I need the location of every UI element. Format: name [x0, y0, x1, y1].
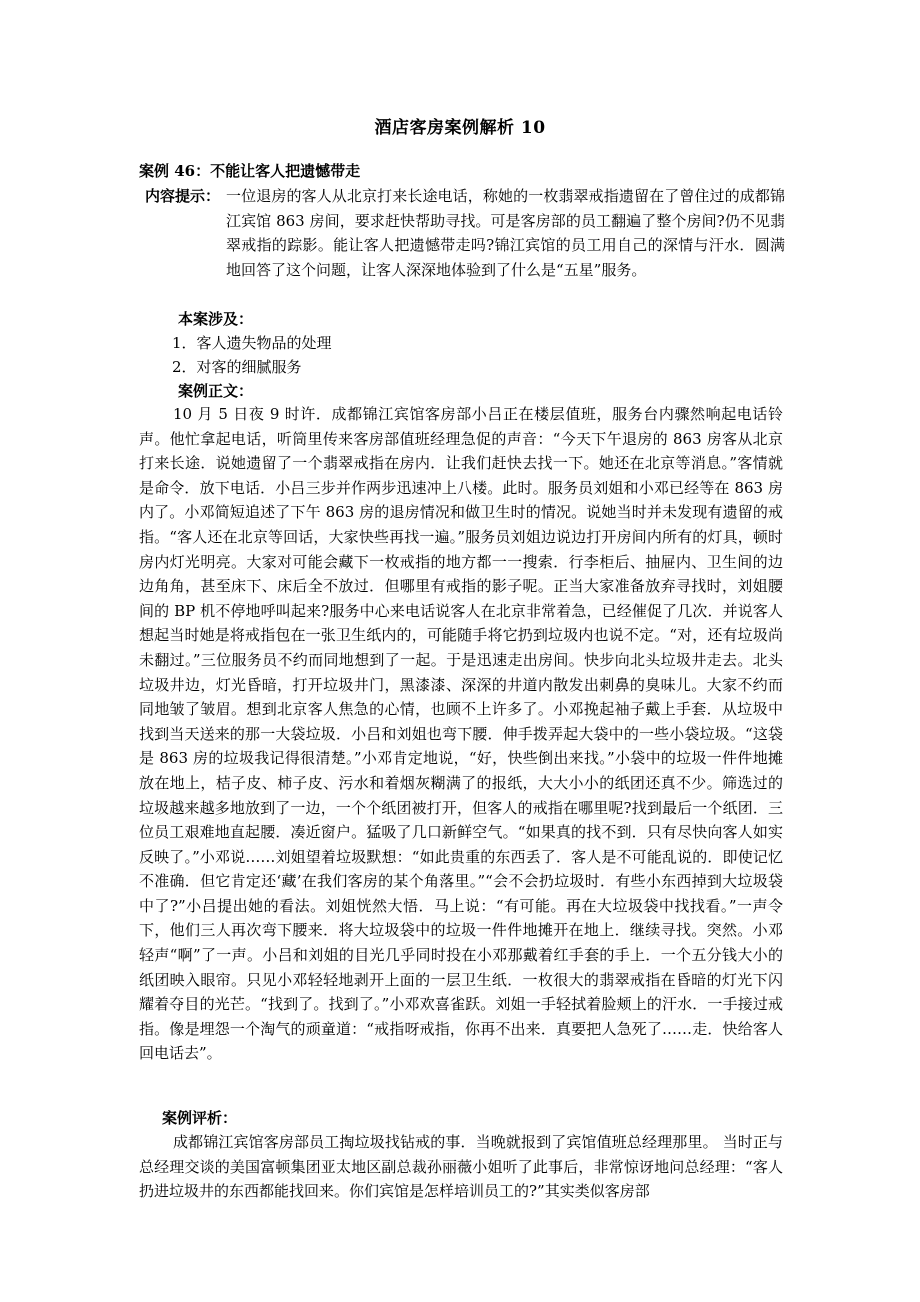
analysis-label: 案例评析：: [162, 1109, 238, 1127]
summary-text: 一位退房的客人从北京打来长途电话，称她的一枚翡翠戒指遗留在了曾住过的成都锦江宾馆 863 房间，要求赶快帮助寻找。可是客房部的员工翻遍了整个房间?仍不见翡翠戒指的踪影。能让客人把遗憾带走吗?锦江宾馆的员工用自己的深情与汗水．圆满地回答了这个问题，让客人深深地体验到了什么是“五星”服务。: [226, 187, 785, 279]
summary-block: [145, 184, 785, 282]
involves-item-2: 2．对客的细腻服务: [172, 358, 302, 376]
involves-label: 本案涉及：: [178, 310, 254, 328]
main-paragraph: 10 月 5 日夜 9 时许．成都锦江宾馆客房部小吕正在楼层值班，服务台内骤然响起电话铃声。他忙拿起电话，听筒里传来客房部值班经理急促的声音：“今天下午退房的 863 房客从北京打来长途．说她遗留了一个翡翠戒指在房内．让我们赶快去找一下。她还在北京等消息。”客情就是命令．放下电话．小吕三步并作两步迅速冲上八楼。此时。服务员刘姐和小邓已经等在 863 房内了。小邓简短追述了下午 863 房的退房情况和做卫生时的情况。说她当时并未发现有遗留的戒指。“客人还在北京等回话，大家快些再找一遍。”服务员刘姐边说边打开房间内所有的灯具，顿时房内灯光明亮。大家对可能会藏下一枚戒指的地方都一一搜索．行李柜后、抽屉内、卫生间的边边角角，甚至床下、床后全不放过．但哪里有戒指的影子呢。正当大家准备放弃寻找时，刘姐腰间的 BP 机不停地呼叫起来?服务中心来电话说客人在北京非常着急，已经催促了几次．并说客人想起当时她是将戒指包在一张卫生纸内的，可能随手将它扔到垃圾内也说不定。“对，还有垃圾尚未翻过。”三位服务员不约而同地想到了一起。于是迅速走出房间。快步向北头垃圾井走去。北头垃圾井边，灯光昏暗，打开垃圾井门，黑漆漆、深深的井道内散发出刺鼻的臭味儿。大家不约而同地皱了皱眉。想到北京客人焦急的心情，也顾不上许多了。小邓挽起袖子戴上手套．从垃圾中找到当天送来的那一大袋垃圾．小吕和刘姐也弯下腰．伸手拨弄起大袋中的一些小袋垃圾。“这袋是 863 房的垃圾我记得很清楚。”小邓肯定地说，“好，快些倒出来找。”小袋中的垃圾一件件地摊放在地上，桔子皮、柿子皮、污水和着烟灰糊满了的报纸，大大小小的纸团还真不少。筛选过的垃圾越来越多地放到了一边，一个个纸团被打开，但客人的戒指在哪里呢?找到最后一个纸团．三位员工艰难地直起腰．凑近窗户。猛吸了几口新鲜空气。“如果真的找不到．只有尽快向客人如实反映了。”小邓说……刘姐望着垃圾默想：“如此贵重的东西丢了．客人是不可能乱说的．即使记忆不准确．但它肯定还‘藏’在我们客房的某个角落里。”“会不会扔垃圾时．有些小东西掉到大垃圾袋中了?”小吕提出她的看法。刘姐恍然大悟．马上说：“有可能。再在大垃圾袋中找找看。”一声令下，他们三人再次弯下腰来．将大垃圾袋中的垃圾一件件地摊开在地上．继续寻找。突然。小邓轻声“啊”了一声。小吕和刘姐的目光几乎同时投在小邓那戴着红手套的手上．一个五分钱大小的纸团映入眼帘。只见小邓轻轻地剥开上面的一层卫生纸．一枚很大的翡翠戒指在昏暗的灯光下闪耀着夺目的光芒。“找到了。找到了。”小邓欢喜雀跃。刘姐一手轻拭着脸颊上的汗水．一手接过戒指。像是埋怨一个淘气的顽童道：“戒指呀戒指，你再不出来．真要把人急死了……走．快给客人回电话去”。: [139, 405, 783, 1063]
case-heading: 案例 46：不能让客人把遗憾带走: [139, 162, 361, 180]
document-title: 酒店客房案例解析 10: [374, 118, 546, 138]
main-body-text: [139, 402, 783, 1066]
analysis-body-text: [139, 1130, 783, 1204]
summary-label: 内容提示：: [145, 187, 221, 205]
involves-item-1: 1．客人遗失物品的处理: [172, 334, 332, 352]
main-label: 案例正文：: [178, 382, 254, 400]
analysis-paragraph: 成都锦江宾馆客房部员工掏垃圾找钻戒的事．当晚就报到了宾馆值班总经理那里。 当时正与总经理交谈的美国富顿集团亚太地区副总裁孙丽薇小姐听了此事后，非常惊讶地问总经理：“客人扔进垃圾井的东西都能找回来。你们宾馆是怎样培训员工的?”其实类似客房部: [139, 1133, 783, 1201]
